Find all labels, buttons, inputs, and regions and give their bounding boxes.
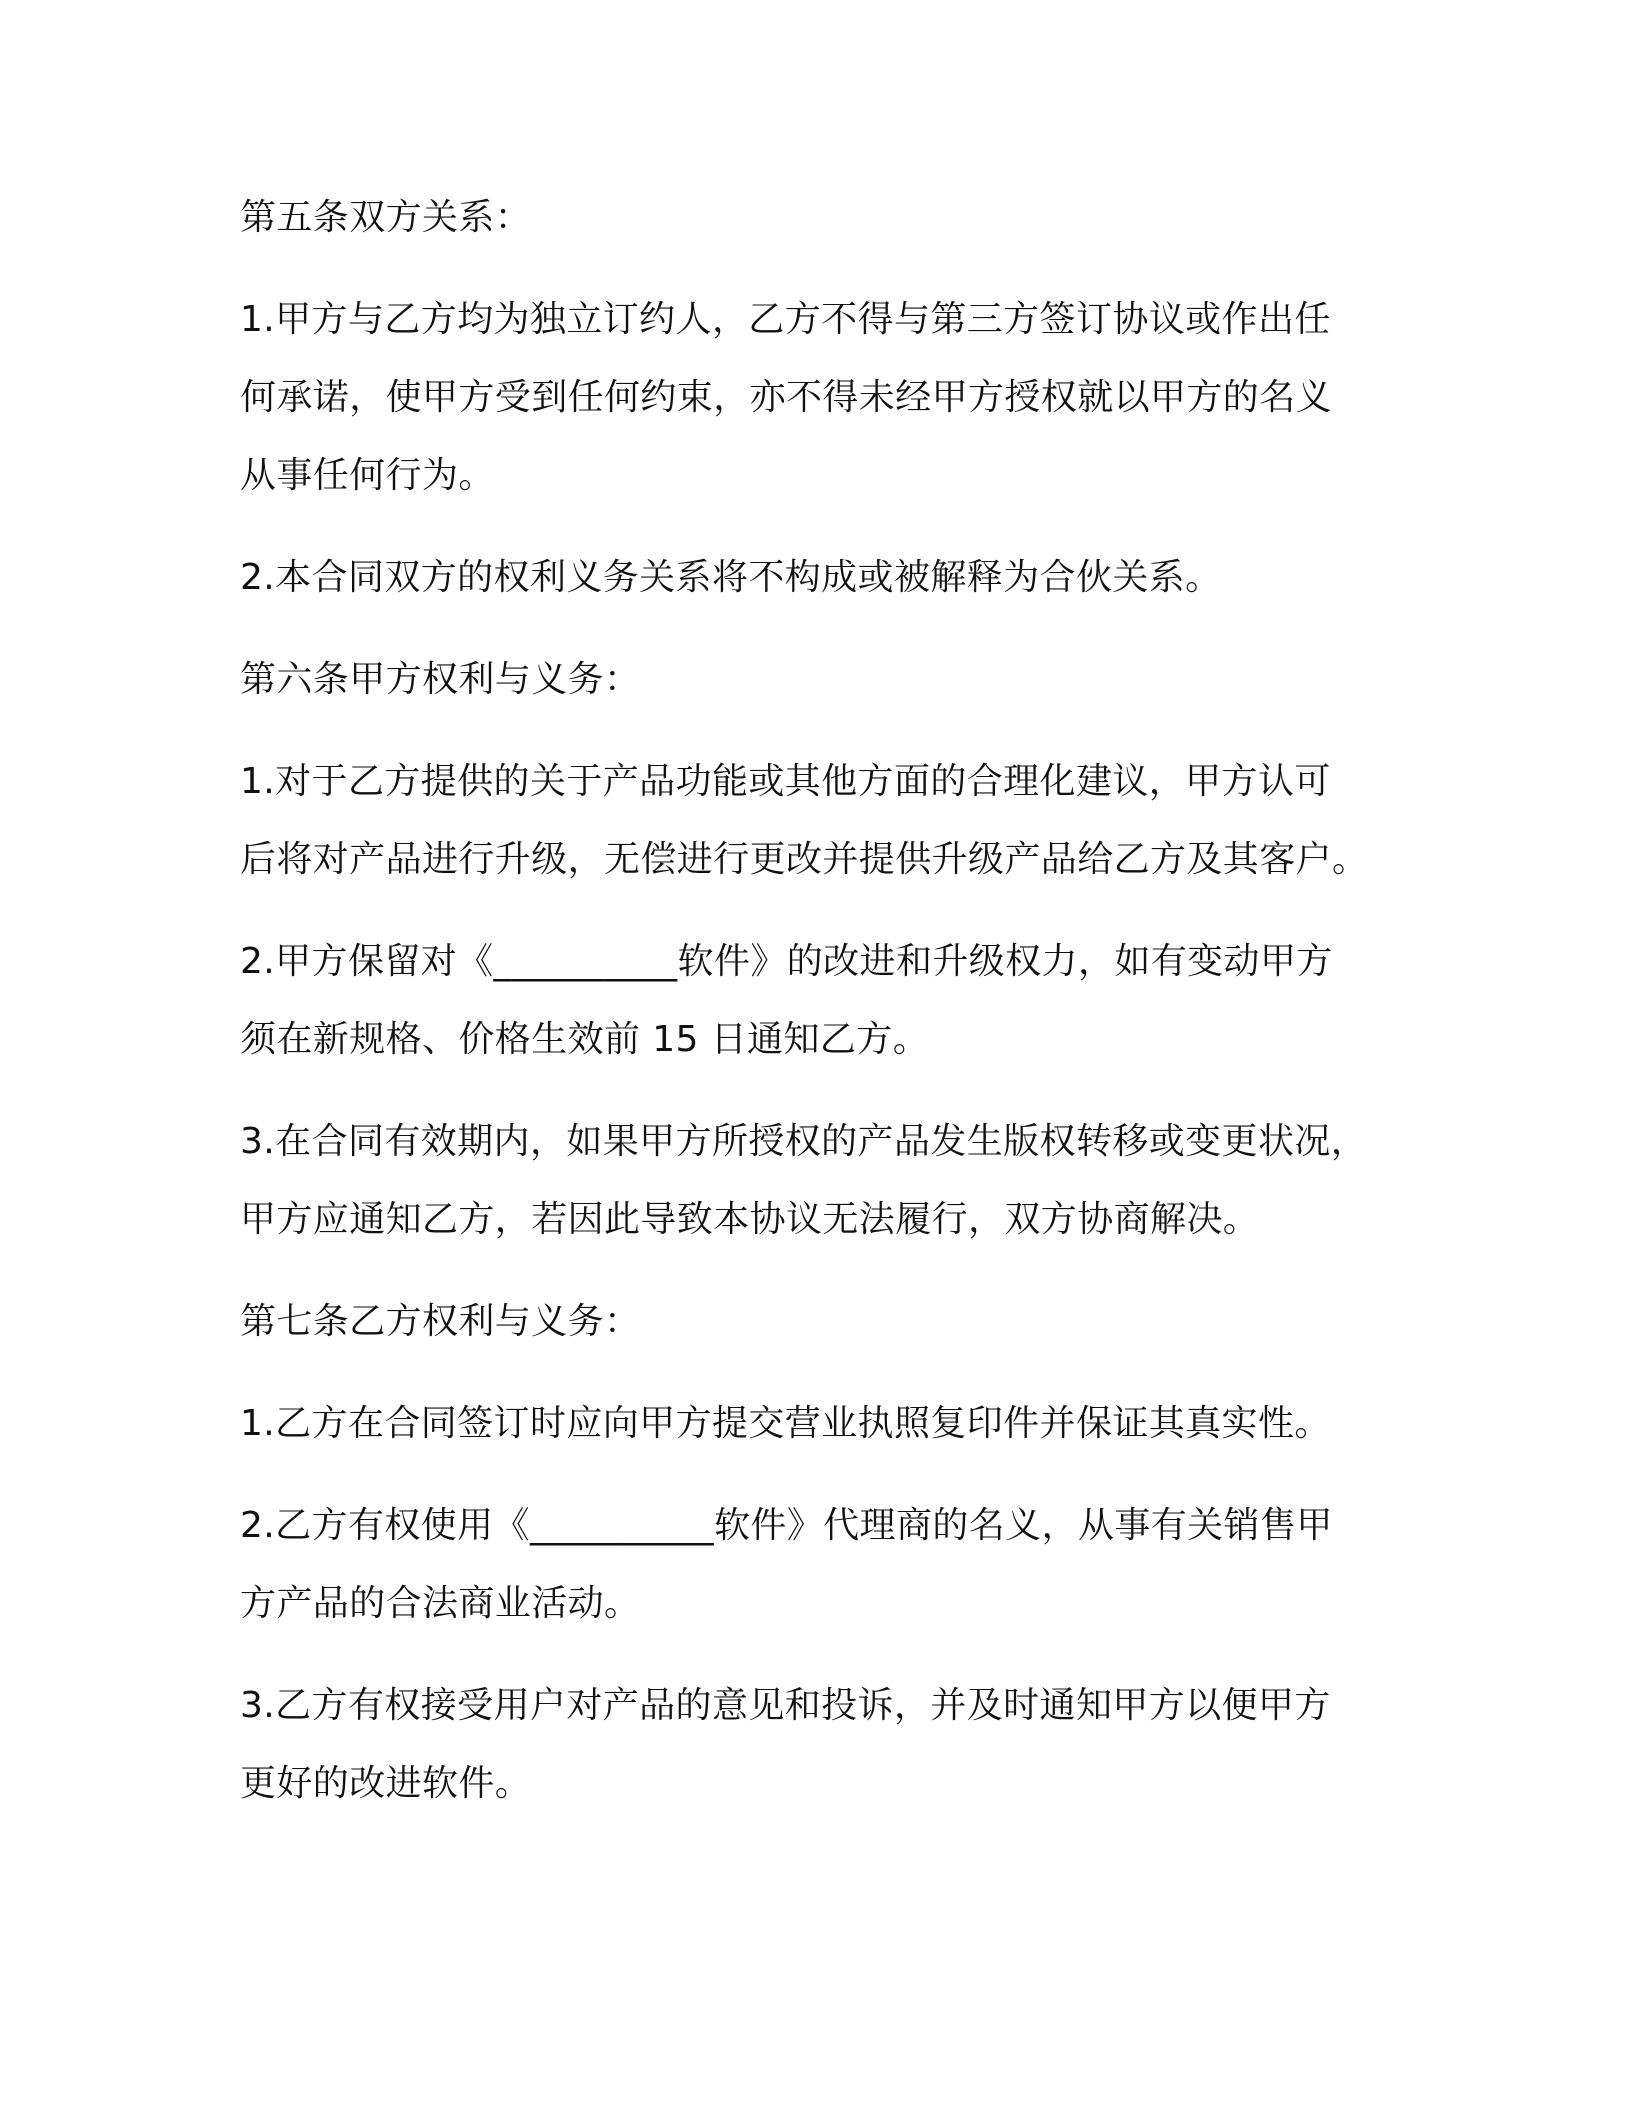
section-heading-5: 第五条双方关系： (240, 197, 532, 238)
paragraph-line: 方产品的合法商业活动。 (240, 1583, 641, 1624)
paragraph-line: 后将对产品进行升级，无偿进行更改并提供升级产品给乙方及其客户。 (240, 839, 1369, 880)
paragraph-line: 2.乙方有权使用《__________软件》代理商的名义，从事有关销售甲 (240, 1505, 1333, 1546)
paragraph-line: 1.乙方在合同签订时应向甲方提交营业执照复印件并保证其真实性。 (240, 1403, 1331, 1444)
paragraph-line: 1.对于乙方提供的关于产品功能或其他方面的合理化建议，甲方认可 (240, 761, 1331, 802)
paragraph-line: 3.在合同有效期内，如果甲方所授权的产品发生版权转移或变更状况， (240, 1121, 1368, 1162)
paragraph-line: 甲方应通知乙方，若因此导致本协议无法履行，双方协商解决。 (240, 1199, 1260, 1240)
paragraph-line: 3.乙方有权接受用户对产品的意见和投诉，并及时通知甲方以便甲方 (240, 1685, 1331, 1726)
paragraph-line: 更好的改进软件。 (240, 1763, 532, 1804)
paragraph-line: 2.本合同双方的权利义务关系将不构成或被解释为合伙关系。 (240, 557, 1222, 598)
paragraph-line: 须在新规格、价格生效前 15 日通知乙方。 (240, 1019, 930, 1060)
paragraph-line: 何承诺，使甲方受到任何约束，亦不得未经甲方授权就以甲方的名义 (240, 377, 1333, 418)
section-heading-6: 第六条甲方权利与义务： (240, 659, 641, 700)
paragraph-line: 1.甲方与乙方均为独立订约人，乙方不得与第三方签订协议或作出任 (240, 299, 1331, 340)
section-heading-7: 第七条乙方权利与义务： (240, 1301, 641, 1342)
paragraph-line: 从事任何行为。 (240, 455, 495, 496)
paragraph-line: 2.甲方保留对《__________软件》的改进和升级权力，如有变动甲方 (240, 941, 1333, 982)
